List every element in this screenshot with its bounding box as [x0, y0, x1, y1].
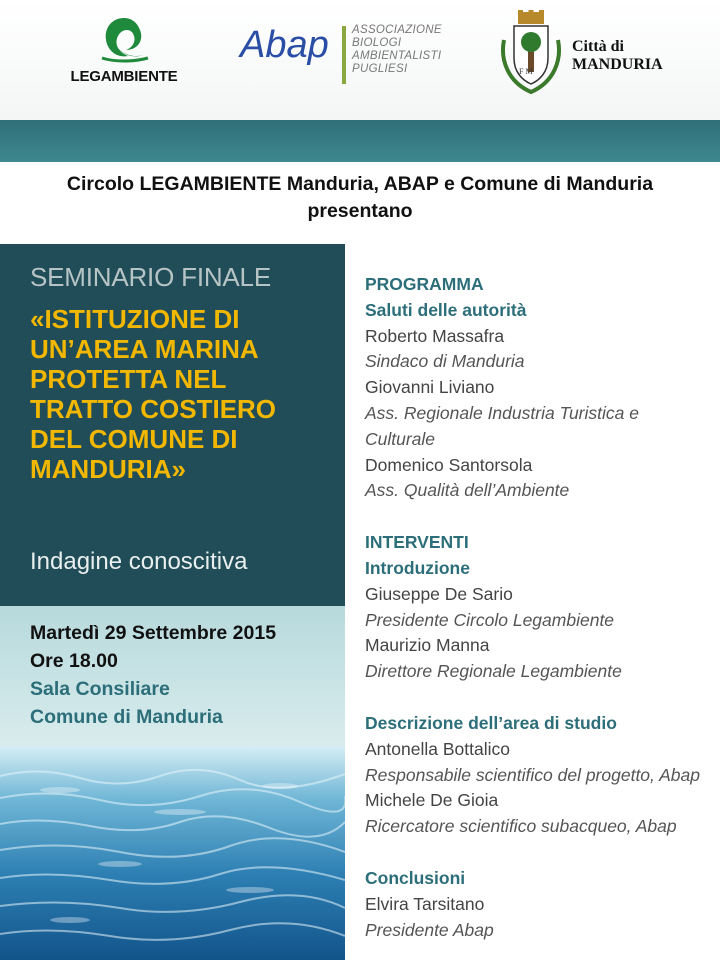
speaker-role: Culturale — [365, 428, 436, 449]
speaker-name: Maurizio Manna — [365, 635, 490, 656]
speaker-name: Roberto Massafra — [365, 325, 505, 346]
presenters-line: Circolo LEGAMBIENTE Manduria, ABAP e Comune di Manduria — [66, 173, 654, 195]
speaker-name: Elvira Tarsitano — [365, 893, 485, 914]
seminar-title: «ISTITUZIONE DI UN’AREA MARINA PROTETTA NEL TRATTO COSTIERO DEL COMUNE DI MANDURIA» — [30, 304, 277, 484]
legambiente-logo — [60, 14, 188, 92]
swan-icon — [94, 14, 154, 64]
sea-image — [0, 746, 345, 960]
speaker-name: Antonella Bottalico — [365, 738, 510, 759]
intro-title: Introduzione — [365, 557, 470, 578]
speaker-role: Presidente Abap — [365, 919, 494, 940]
speaker-name: Giovanni Liviano — [365, 377, 495, 398]
event-time: Ore 18.00 — [30, 650, 118, 672]
speaker-role: Ass. Regionale Industria Turistica e — [365, 402, 639, 423]
teal-band — [0, 120, 720, 162]
interventi-heading: INTERVENTI — [365, 532, 469, 553]
abap-wordmark: Abap — [240, 24, 329, 66]
abap-divider — [342, 26, 346, 84]
section-spacer — [365, 840, 720, 866]
manduria-logo — [498, 10, 698, 100]
presentano-line: presentano — [307, 200, 413, 222]
citta-di-manduria-text: Città di MANDURIA — [572, 38, 663, 73]
speaker-role: Responsabile scientifico del progetto, Abap — [365, 764, 700, 785]
program-panel — [345, 244, 720, 960]
abap-association-name: ASSOCIAZIONE BIOLOGI AMBIENTALISTI PUGLIESI — [352, 24, 442, 75]
speaker-role: Direttore Regionale Legambiente — [365, 661, 622, 682]
sea-surface-illustration — [0, 746, 345, 960]
coat-of-arms-icon — [498, 10, 564, 96]
seminar-panel — [0, 244, 345, 606]
speaker-role: Ricercatore scientifico subacqueo, Abap — [365, 816, 677, 837]
logo-header — [0, 0, 720, 120]
section-spacer — [365, 504, 720, 530]
speaker-role: Sindaco di Manduria — [365, 351, 525, 372]
speaker-name: Michele De Gioia — [365, 790, 499, 811]
seminar-label: SEMINARIO FINALE — [30, 262, 271, 292]
saluti-title: Saluti delle autorità — [365, 299, 527, 320]
conclusions-title: Conclusioni — [365, 867, 466, 888]
speaker-name: Giuseppe De Sario — [365, 583, 513, 604]
section-spacer — [365, 685, 720, 711]
abap-logo — [240, 20, 460, 100]
program-list — [365, 272, 720, 943]
event-details — [0, 606, 345, 746]
event-place: Comune di Manduria — [30, 706, 223, 728]
event-venue: Sala Consiliare — [30, 678, 170, 700]
seminar-subtitle: Indagine conoscitiva — [30, 548, 248, 575]
speaker-role: Ass. Qualità dell’Ambiente — [365, 480, 570, 501]
presenters-block — [0, 162, 720, 242]
event-date: Martedì 29 Settembre 2015 — [30, 622, 277, 644]
program-heading: PROGRAMMA — [365, 274, 484, 294]
description-title: Descrizione dell’area di studio — [365, 712, 617, 733]
speaker-name: Domenico Santorsola — [365, 454, 533, 475]
svg-text:F M: F M — [519, 67, 533, 76]
legambiente-wordmark: LEGAMBIENTE — [70, 68, 178, 85]
speaker-role: Presidente Circolo Legambiente — [365, 609, 615, 630]
